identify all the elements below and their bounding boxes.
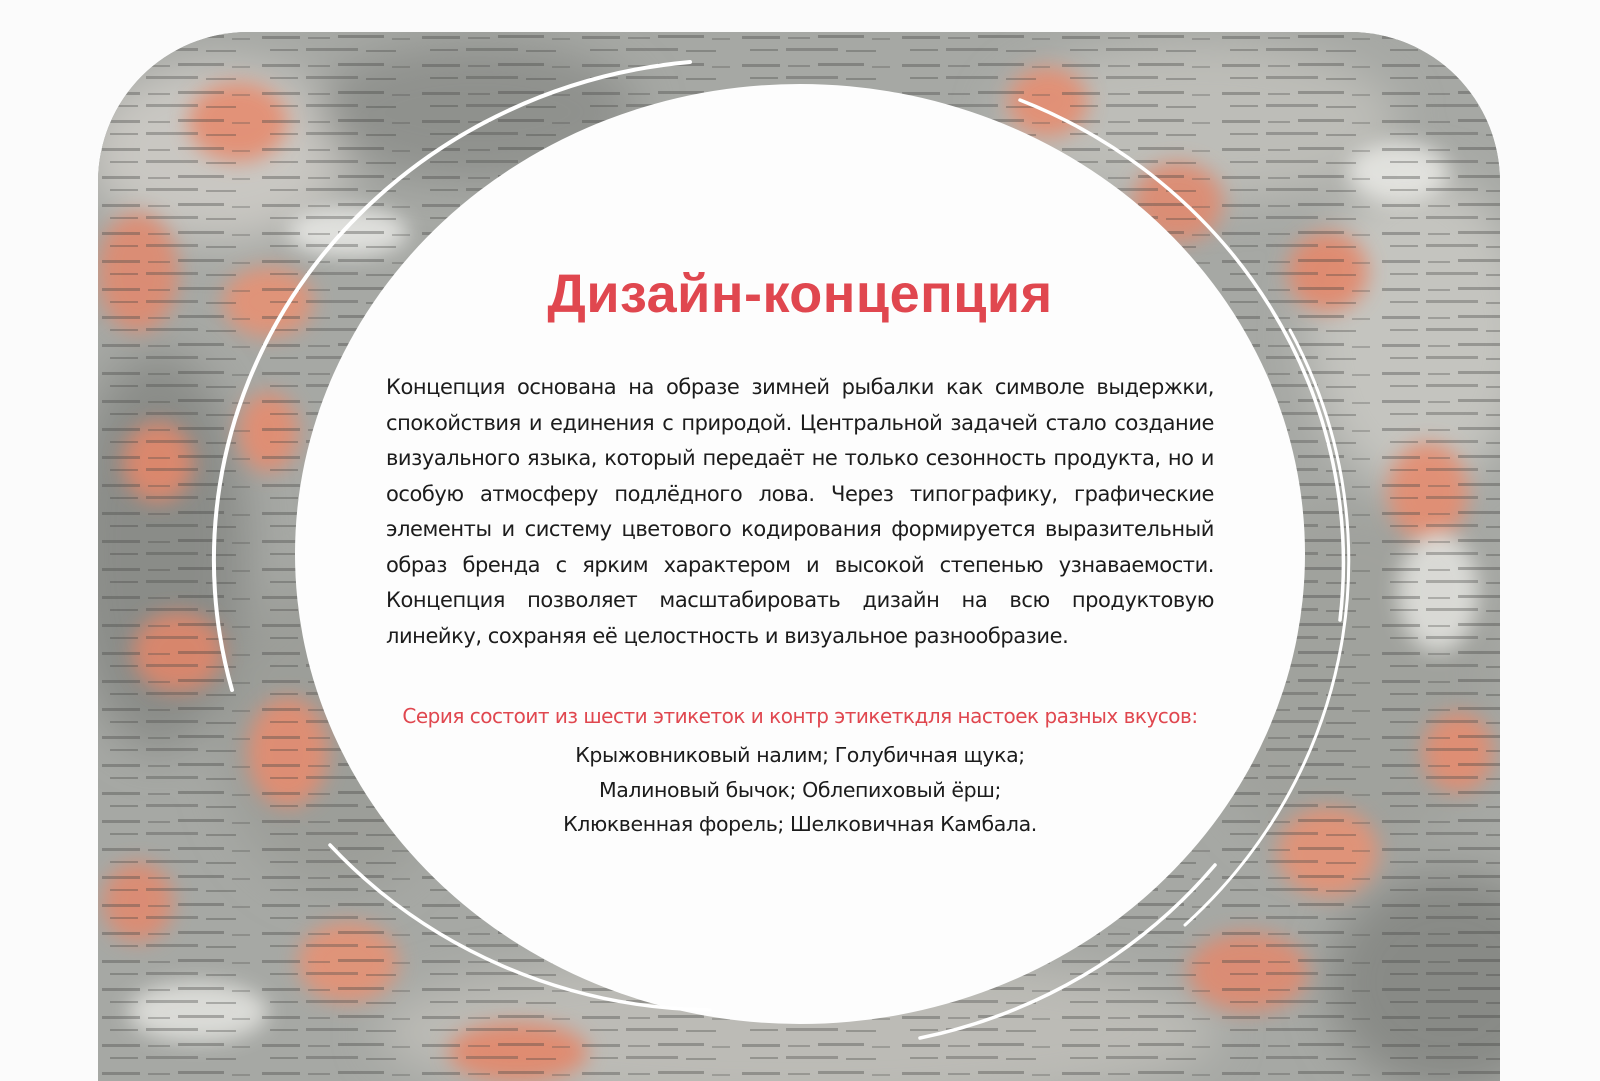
page-title: Дизайн-концепция bbox=[547, 264, 1053, 324]
flavor-list bbox=[400, 738, 1200, 842]
concept-paragraph: Концепция основана на образе зимней рыбалки как символе выдержки, спокойствия и единения с природой. Центральной задачей стало создание визуального языка, который передаёт не только сезонность продукта, но и особую атмосферу подлёдного лова. Через типографику, графические элементы и систему цветового кодирования формируется выразительный образ бренда с ярким характером и высокой степенью узнаваемости. Концепция позволяет масштабировать дизайн на всю продуктовую линейку, сохраняя её целостность и визуальное разнообразие. bbox=[386, 375, 1214, 648]
flavor-line: Крыжовниковый налим; Голубичная щука; bbox=[575, 743, 1025, 767]
flavor-line: Клюквенная форель; Шелковичная Камбала. bbox=[563, 812, 1037, 836]
flavor-line: Малиновый бычок; Облепиховый ёрш; bbox=[598, 777, 1002, 802]
series-intro: Серия состоит из шести этикеток и контр этикеткдля настоек разных вкусов: bbox=[402, 704, 1198, 728]
